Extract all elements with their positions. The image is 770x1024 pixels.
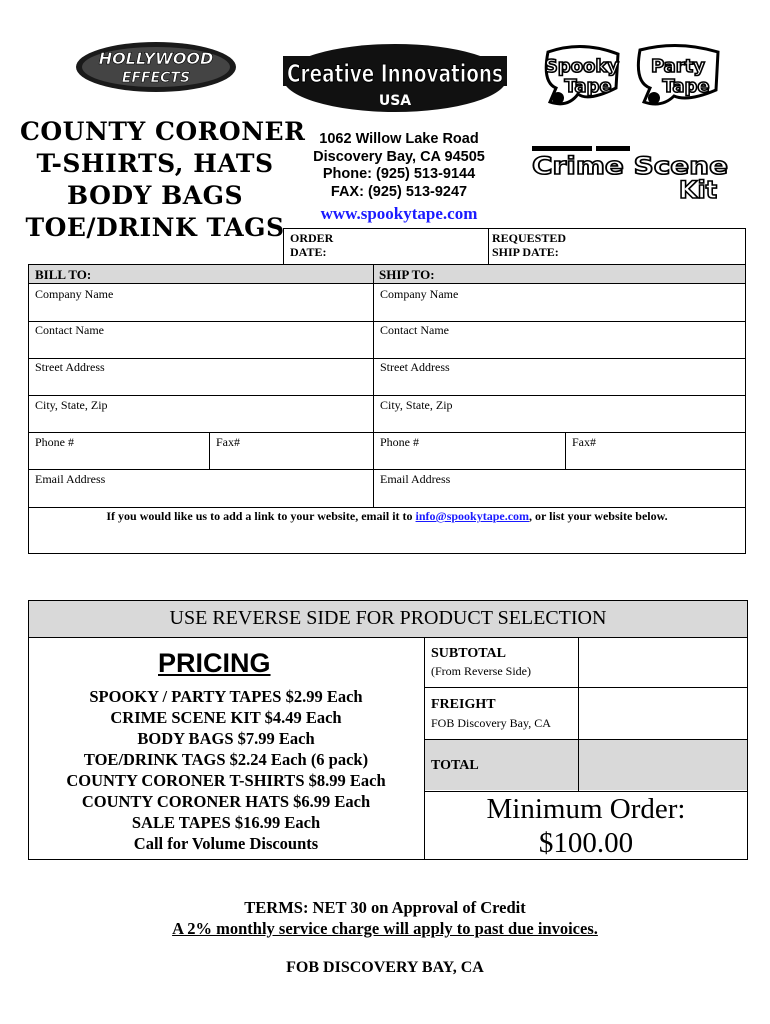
info-email-link[interactable]: info@spookytape.com	[415, 509, 530, 523]
website-link[interactable]: www.spookytape.com	[320, 204, 478, 223]
ship-to-header: SHIP TO:	[379, 267, 435, 282]
requested-ship-date-field[interactable]: REQUESTED SHIP DATE:	[492, 231, 567, 259]
subtotal-note: (From Reverse Side)	[431, 664, 531, 678]
payment-terms	[0, 897, 770, 939]
product-line: TOE/DRINK TAGS	[25, 213, 285, 242]
product-line: T-SHIRTS, HATS	[36, 149, 274, 178]
order-date-field[interactable]: ORDER DATE:	[290, 231, 334, 259]
website-link-note: If you would like us to add a link to your website, email it to info@spookytape.com, or list your website below.	[106, 509, 668, 523]
party-tape-logo	[632, 42, 724, 110]
ship-contact-field[interactable]: Contact Name	[380, 323, 449, 337]
pricing-heading: PRICING	[158, 648, 271, 678]
hollywood-effects-logo	[74, 40, 238, 94]
price-item: COUNTY CORONER HATS $6.99 Each	[81, 792, 371, 811]
party-logo-line2: Tape	[662, 76, 710, 97]
price-item: SALE TAPES $16.99 Each	[131, 813, 321, 832]
address-line: 1062 Willow Lake Road	[319, 131, 479, 147]
crime-logo-line2: Kit	[678, 176, 718, 204]
terms-line: TERMS: NET 30 on Approval of Credit	[244, 898, 526, 917]
price-list	[28, 686, 424, 854]
subtotal-label: SUBTOTAL	[431, 646, 506, 661]
phone-line: Phone: (925) 513-9144	[322, 166, 476, 182]
creative-innovations-logo	[280, 42, 510, 114]
product-lines-heading	[20, 116, 306, 244]
ship-company-field[interactable]: Company Name	[380, 287, 459, 301]
crime-scene-kit-logo	[530, 140, 730, 204]
ship-city-field[interactable]: City, State, Zip	[380, 398, 453, 412]
ship-email-field[interactable]: Email Address	[380, 472, 451, 486]
creative-logo-sub: USA	[378, 93, 412, 109]
spooky-logo-line2: Tape	[564, 76, 612, 97]
total-label: TOTAL	[431, 758, 479, 773]
price-item: CRIME SCENE KIT $4.49 Each	[110, 708, 342, 727]
freight-input[interactable]	[579, 688, 747, 739]
ship-street-field[interactable]: Street Address	[380, 360, 450, 374]
party-logo-line1: Party	[650, 56, 706, 77]
spooky-tape-logo	[538, 42, 626, 110]
volume-discount-note: Call for Volume Discounts	[133, 834, 319, 853]
company-address	[290, 131, 508, 201]
product-line: BODY BAGS	[66, 181, 244, 210]
bill-city-field[interactable]: City, State, Zip	[35, 398, 108, 412]
spooky-logo-line1: Spooky	[544, 56, 620, 77]
freight-note: FOB Discovery Bay, CA	[431, 716, 551, 730]
bill-to-header: BILL TO:	[35, 267, 92, 282]
price-item: BODY BAGS $7.99 Each	[137, 729, 315, 748]
bill-street-field[interactable]: Street Address	[35, 360, 105, 374]
fax-line: FAX: (925) 513-9247	[330, 183, 468, 200]
service-charge-line: A 2% monthly service charge will apply to past due invoices.	[172, 919, 598, 938]
price-item: TOE/DRINK TAGS $2.24 Each (6 pack)	[83, 750, 369, 769]
address-line: Discovery Bay, CA 94505	[313, 148, 485, 165]
hollywood-logo-line1: HOLLYWOOD	[98, 49, 214, 68]
bill-contact-field[interactable]: Contact Name	[35, 323, 104, 337]
minimum-order	[425, 792, 747, 860]
creative-logo-main: Creative Innovations	[287, 59, 503, 88]
price-item: SPOOKY / PARTY TAPES $2.99 Each	[89, 687, 363, 706]
product-line: COUNTY CORONER	[20, 117, 306, 146]
bill-company-field[interactable]: Company Name	[35, 287, 114, 301]
freight-label: FREIGHT	[431, 697, 496, 712]
price-item: COUNTY CORONER T-SHIRTS $8.99 Each	[66, 771, 386, 790]
bill-phone-field[interactable]: Phone #	[35, 435, 74, 449]
crime-logo-line1: Crime Scene	[532, 152, 728, 180]
subtotal-input[interactable]	[579, 638, 747, 687]
hollywood-logo-line2: EFFECTS	[121, 70, 191, 86]
ship-phone-field[interactable]: Phone #	[380, 435, 419, 449]
reverse-side-banner: USE REVERSE SIDE FOR PRODUCT SELECTION	[169, 607, 607, 629]
bill-fax-field[interactable]: Fax#	[216, 435, 240, 449]
total-input[interactable]	[579, 740, 747, 790]
minimum-order-label: Minimum Order:	[486, 793, 686, 825]
minimum-order-value: $100.00	[538, 827, 634, 859]
fob-note: FOB DISCOVERY BAY, CA	[286, 959, 484, 976]
ship-fax-field[interactable]: Fax#	[572, 435, 596, 449]
bill-email-field[interactable]: Email Address	[35, 472, 106, 486]
